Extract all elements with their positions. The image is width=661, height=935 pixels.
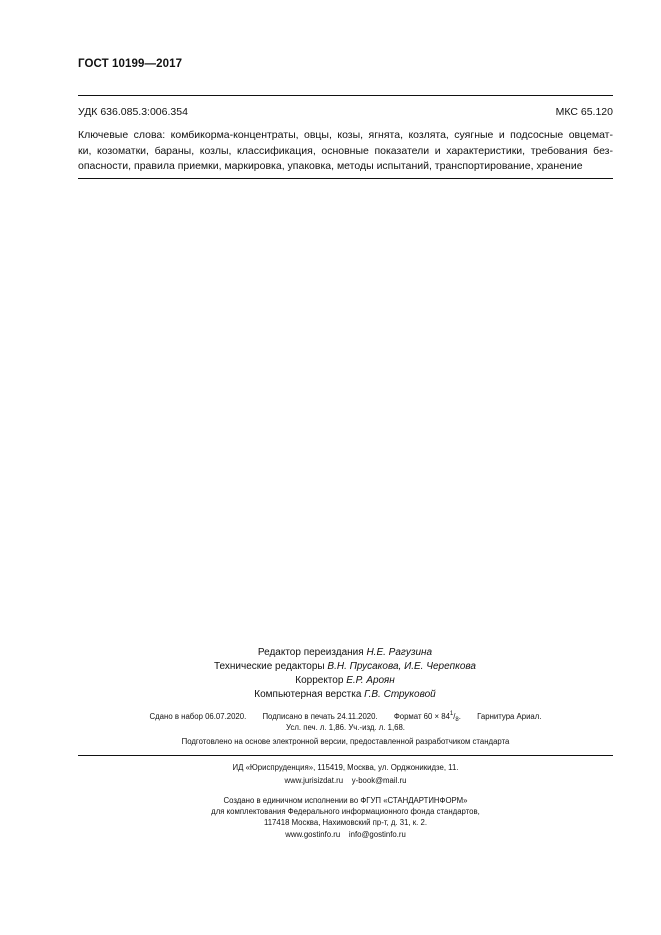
layout-label: Компьютерная верстка xyxy=(254,689,362,700)
created-line-2: для комплектования Федерального информационного фонда стандартов, xyxy=(211,807,480,817)
publisher-contacts xyxy=(78,775,613,788)
print-sheets: Усл. печ. л. 1,86. xyxy=(286,723,347,732)
editor-label: Редактор переиздания xyxy=(257,647,364,658)
bottom-rule xyxy=(78,755,613,756)
credits-block xyxy=(120,646,570,702)
tech-editors-names: В.Н. Прусакова, И.Е. Черепкова xyxy=(327,661,476,672)
publisher-email-link[interactable]: y-book@mail.ru xyxy=(351,775,407,785)
document-code: ГОСТ 10199—2017 xyxy=(78,58,183,70)
publisher-block xyxy=(78,762,613,787)
tech-editors-line xyxy=(120,660,570,674)
corrector-label: Корректор xyxy=(295,675,344,686)
publisher-site-link[interactable]: www.jurisizdat.ru xyxy=(284,775,344,785)
keywords-line: опасности, правила приемки, маркировка, упаковка, методы испытаний, транспортирование, хранение xyxy=(78,160,583,172)
signed-date: Подписано в печать 24.11.2020. xyxy=(262,712,378,721)
layout-line xyxy=(120,688,570,702)
mks-code: МКС 65.120 xyxy=(555,106,613,118)
gostinfo-email-link[interactable]: info@gostinfo.ru xyxy=(348,829,406,839)
keywords-rule xyxy=(78,178,613,179)
layout-name: Г.В. Струковой xyxy=(364,689,436,700)
publication-line-2 xyxy=(78,721,613,735)
created-block xyxy=(78,795,613,840)
created-line-1: Создано в единичном исполнении во ФГУП «СТАНДАРТИНФОРМ» xyxy=(223,796,468,805)
typeface: Гарнитура Ариал. xyxy=(477,712,542,721)
publisher-sheets: Уч.-изд. л. 1,68. xyxy=(348,723,405,732)
editor-name: Н.Е. Рагузина xyxy=(366,647,433,658)
submitted-date: Сдано в набор 06.07.2020. xyxy=(149,712,247,721)
created-line-3: 117418 Москва, Нахимовский пр-т, д. 31, к. 2. xyxy=(263,818,428,828)
tech-editors-label: Технические редакторы xyxy=(213,661,325,672)
created-contacts xyxy=(78,829,613,840)
publisher-address: ИД «Юриспруденция», 115419, Москва, ул. Орджоникидзе, 11. xyxy=(232,763,459,772)
keywords-paragraph xyxy=(78,128,613,175)
gostinfo-site-link[interactable]: www.gostinfo.ru xyxy=(285,829,341,839)
paper-format: Формат $60 \times 84^1/_8$. xyxy=(393,711,461,723)
corrector-line xyxy=(120,674,570,688)
udk-code: УДК 636.085.3:006.354 xyxy=(78,106,188,118)
corrector-name: Е.Р. Ароян xyxy=(346,675,395,686)
top-rule xyxy=(78,95,613,96)
prepared-note: Подготовлено на основе электронной версии, предоставленной разработчиком стандарта xyxy=(181,737,510,746)
keywords-line: Ключевые слова: комбикорма-концентраты, овцы, козы, ягнята, козлята, суягные и подсосные овцемат- xyxy=(78,129,613,141)
keywords-line: ки, козоматки, бараны, козлы, классификация, основные показатели и характеристики, требования без- xyxy=(78,144,613,157)
editor-line xyxy=(120,646,570,660)
